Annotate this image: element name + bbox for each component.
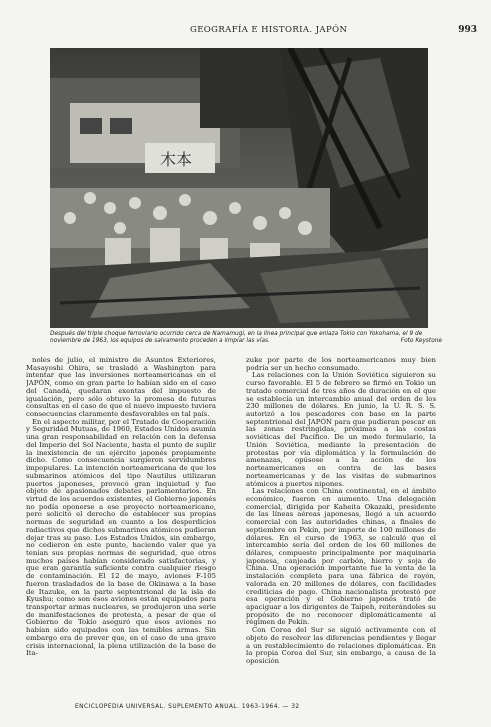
news-photo xyxy=(50,48,428,328)
paragraph: noles de julio, el ministro de Asuntos Exteriores, Masayoshi Ohira, se trasladó a Washington para intentar que las inversiones norteamericanas en el JAPÓN, como en gran parte lo habían sido en el caso del Canadá, quedaran exentas del impuesto de igualación, pero sólo obtuvo la promesa de futuras consultas en el caso de que el nuevo impuesto tuviera consecuencias claramente desfavorables en tal país. xyxy=(26,357,216,419)
caption-text: Después del triple choque ferroviario ocurrido cerca de Namamugi, en la línea principal que enlaza Tokio con Yokohama, el 9 de noviembre de 1963, los equipos de salvamento proceden a limpiar las vías. xyxy=(50,331,423,345)
paragraph: Las relaciones con la Unión Soviética siguieron su curso favorable. El 5 de febrero se firmó en Tokio un tratado comercial de tres años de duración en el que se establecía un intercambio anual del orden de los 230 millones de dólares. En junio, la U. R. S. S. autorizó a los pescadores con base en la parte septentrional del JAPÓN para que pudieran pescar en las zonas restringidas, próximas a las costas soviéticas del Pacífico. De un modo formulario, la Unión Soviética, mediante la presentación de protestas por vía diplomática y la formulación de amenazas, opúsose a la acción de los norteamericanos en contra de las bases norteamericanas y de las visitas de submarinos atómicos a puertos nipones. xyxy=(246,371,436,488)
text-column-left xyxy=(26,357,216,707)
station-sign: 木本 xyxy=(160,150,193,169)
section-title: GEOGRAFÍA E HISTORIA. JAPÓN xyxy=(190,25,348,35)
page-footer: ENCICLOPEDIA UNIVERSAL. SUPLEMENTO ANUAL. 1963-1964. — 32 xyxy=(75,704,300,710)
photo-credit: Foto Keystone xyxy=(400,338,442,345)
train-wreck-photo xyxy=(50,48,428,328)
paragraph: zuke por parte de los norteamericanos muy bien podría ser un hecho consumado. xyxy=(246,357,436,372)
page-number: 993 xyxy=(458,25,477,35)
paragraph: Las relaciones con China continental, en el ámbito económico, fueron en aumento. Una delegación comercial, dirigida por Kaheita Okazaki, presidente de las líneas aéreas japonesas, llegó a un acuerdo comercial con las autoridades chinas, a finales de septiembre en Pekín, por importe de 100 millones de dólares. En el curso de 1963, se calculó que el intercambio sería del orden de los 60 millones de dólares, compuesto principalmente por maquinaria japonesa, canjeada por carbón, hierro y soja de China. Una operación importante fue la venta de la instalación completa para una fábrica de rayón, valorada en 20 millones de dólares, con facilidades crediticias de pago. China nacionalista protestó por esa operación y el Gobierno japonés trató de apaciguar a los dirigentes de Taipeh, reiterándoles su propósito de no reconocer diplomáticamente al régimen de Pekín. xyxy=(246,487,436,627)
paragraph: Con Corea del Sur se siguió activamente con el objeto de resolver las diferencias pendientes y llegar a un restablecimiento de relaciones diplomáticas. En la propia Corea del Sur, sin embargo, a causa de la oposición xyxy=(246,626,436,666)
photo-caption xyxy=(50,331,442,346)
text-column-right xyxy=(246,357,436,707)
running-head xyxy=(0,25,491,39)
paragraph: En el aspecto militar, por el Tratado de Cooperación y Seguridad Mutuas, de 1960, Estados Unidos asumía una gran responsabilidad en relación con la defensa del Imperio del Sol Naciente, hasta el punto de suplir la inexistencia de un ejército japonés propiamente dicho. Como consecuencia surgieron servidumbres impopulares. La intención norteamericana de que los submarinos atómicos del tipo Nautilus utilizaran puertos japoneses, provocó gran inquietud y fue objeto de apasionados debates parlamentarios. En virtud de los acuerdos existentes, el Gobierno japonés no podía oponerse a ese proyecto norteamericano, pero solicitó el derecho de establecer sus propias normas de seguridad en cuanto a los desperdicios radiactivos que dichos submarinos atómicos pudieran dejar tras su paso. Los Estados Unidos, sin embargo, no cedieron en este punto, haciendo valer que ya tenían sus propias normas de seguridad, que otros muchos países habían considerado satisfactorias, y que eran garantía suficiente contra cualquier riesgo de contaminación. El 12 de mayo, aviones F-105 fueron trasladados de la base de Okinawa a la base de Itazuke, en la parte septentrional de la isla de Kyushu; como son ésos aviones están equipados para transportar armas nucleares, se produjeron una serie de manifestaciones de protesta, a pesar de que el Gobierno de Tokio aseguró que esos aviones no habían sido equipados con las temibles armas. Sin embargo era de prever que, en el caso de una grave crisis internacional, la plena utilización de la base de Ita- xyxy=(26,417,216,658)
